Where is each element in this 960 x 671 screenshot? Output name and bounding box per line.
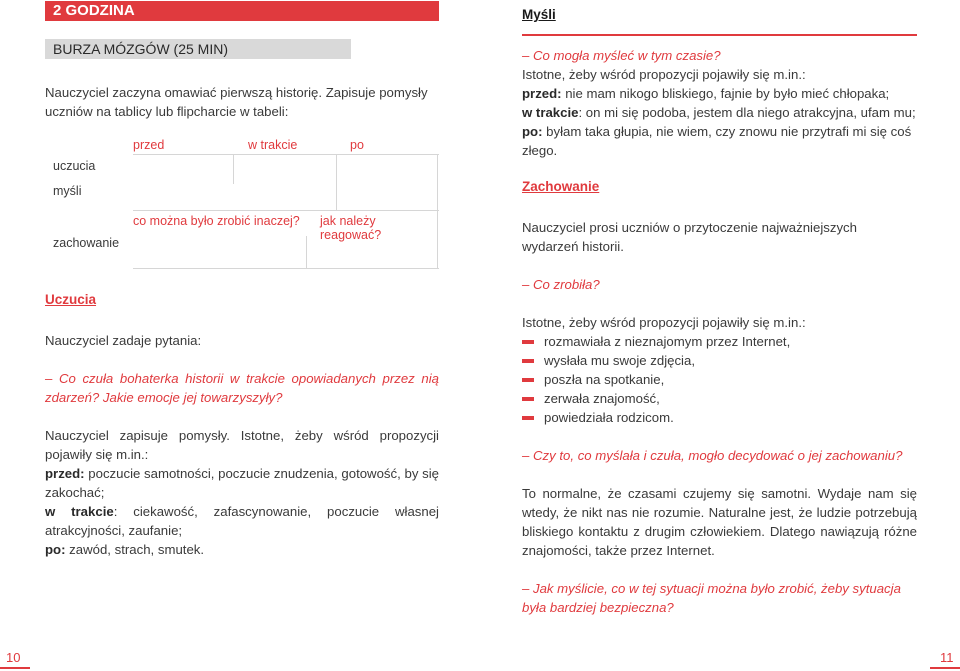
table-divider [233,154,234,184]
row-label-mysli: myśli [53,184,82,198]
list-item-text: poszła na spotkanie, [544,372,665,387]
page-number-left: 10 [6,650,21,665]
answers-block [45,426,439,559]
answer-label: po: [45,542,66,557]
list-item [522,332,917,351]
questions-text: – Co czuła bohaterka historii w trakcie opowiadanych przez nią zdarzeń? Jakie emocje jej towarzyszyły? [45,371,439,405]
bullet-marker [522,378,534,382]
answer-label: przed: [45,466,85,481]
page-number-right: 11 [940,650,954,665]
safety-question: – Jak myślicie, co w tej sytuacji można było zrobić, żeby sytuacja była bardziej bezpieczna? [522,581,901,615]
bullet-marker [522,416,534,420]
intro-paragraph: Nauczyciel zaczyna omawiać pierwszą historię. Zapisuje pomysły uczniów na tablicy lub flipcharcie w tabeli: [45,85,428,119]
bullet-marker [522,340,534,344]
answer-text: zawód, strach, smutek. [65,542,205,557]
mysli-answer-po [522,122,917,160]
section-title: BURZA MÓZGÓW (25 MIN) [45,39,351,59]
mysli-heading: Myśli [522,7,556,22]
table-divider [133,268,439,269]
answer-po [45,540,439,559]
section-rule [522,34,917,36]
zachowanie-intro: Nauczyciel prosi uczniów o przytoczenie najważniejszych wydarzeń historii. [522,220,857,254]
mysli-answer-przed [522,84,917,103]
column-header-w-trakcie: w trakcie [248,138,298,152]
table-divider [133,210,439,211]
bullet-marker [522,397,534,401]
list-item [522,351,917,370]
table-divider [306,236,307,268]
list-item [522,408,917,427]
brainstorm-table [45,128,439,268]
column-header-przed: przed [133,138,165,152]
column-header-po: po [350,138,364,152]
mysli-answers-block [522,65,917,160]
uczucia-heading: Uczucia [45,292,97,307]
bullet-marker [522,359,534,363]
table-divider [336,154,337,210]
zachowanie-question: – Co zrobiła? [522,277,600,292]
answer-label: przed: [522,86,562,101]
zachowanie-answers-list [522,332,917,427]
behaviour-prompt-do-inaczej: co można było zrobić inaczej? [133,214,300,228]
behaviour-prompt-reagowac: jak należy reagować? [320,214,382,242]
row-label-uczucia: uczucia [53,159,96,173]
list-item [522,370,917,389]
decision-question: – Czy to, co myślała i czuła, mogło decydować o jej zachowaniu? [522,448,903,463]
questions-intro: Nauczyciel zadaje pytania: [45,333,202,348]
answer-text: : ciekawość, zafascynowanie, poczucie własnej atrakcyjności, zaufanie; [45,504,439,538]
hour-banner: 2 GODZINA [45,1,439,21]
answer-text: nie mam nikogo bliskiego, fajnie by było mieć chłopaka; [561,86,890,101]
table-divider [437,154,438,268]
table-divider [133,154,439,155]
row-label-zachowanie: zachowanie [53,236,120,250]
answer-label: w trakcie [522,105,579,120]
footer-rule-right [930,667,960,669]
answers-intro: Nauczyciel zapisuje pomysły. Istotne, żeby wśród propozycji pojawiły się m.in.: [45,428,439,462]
list-item-text: rozmawiała z nieznajomym przez Internet, [544,334,791,349]
footer-rule-left [0,667,30,669]
zachowanie-answers-intro: Istotne, żeby wśród propozycji pojawiły się m.in.: [522,315,806,330]
mysli-answer-w-trakcie [522,103,917,122]
zachowanie-heading: Zachowanie [522,179,600,194]
answer-text: : on mi się podoba, jestem dla niego atrakcyjna, ufam mu; [578,105,916,120]
list-item-text: wysłała mu swoje zdjęcia, [544,353,695,368]
answer-w-trakcie [45,502,439,540]
answer-przed [45,464,439,502]
answer-label: po: [522,124,543,139]
answer-text: byłam taka głupia, nie wiem, czy znowu nie przytrafi mi się coś złego. [522,124,912,158]
answer-text: poczucie samotności, poczucie znudzenia, gotowość, by się zakochać; [45,466,439,500]
normal-text: To normalne, że czasami czujemy się samotni. Wydaje nam się wtedy, że nikt nas nie rozumie. Naturalne jest, że ludzie potrzebują bliskiego kontaktu z drugim człowiekiem. Dlatego nawiązują różne znajomości, także przez Internet. [522,486,917,558]
list-item-text: zerwała znajomość, [544,391,660,406]
list-item [522,389,917,408]
list-item-text: powiedziała rodzicom. [544,410,674,425]
mysli-question: – Co mogła myśleć w tym czasie? [522,48,721,63]
mysli-intro: Istotne, żeby wśród propozycji pojawiły się m.in.: [522,67,806,82]
answer-label: w trakcie [45,504,114,519]
